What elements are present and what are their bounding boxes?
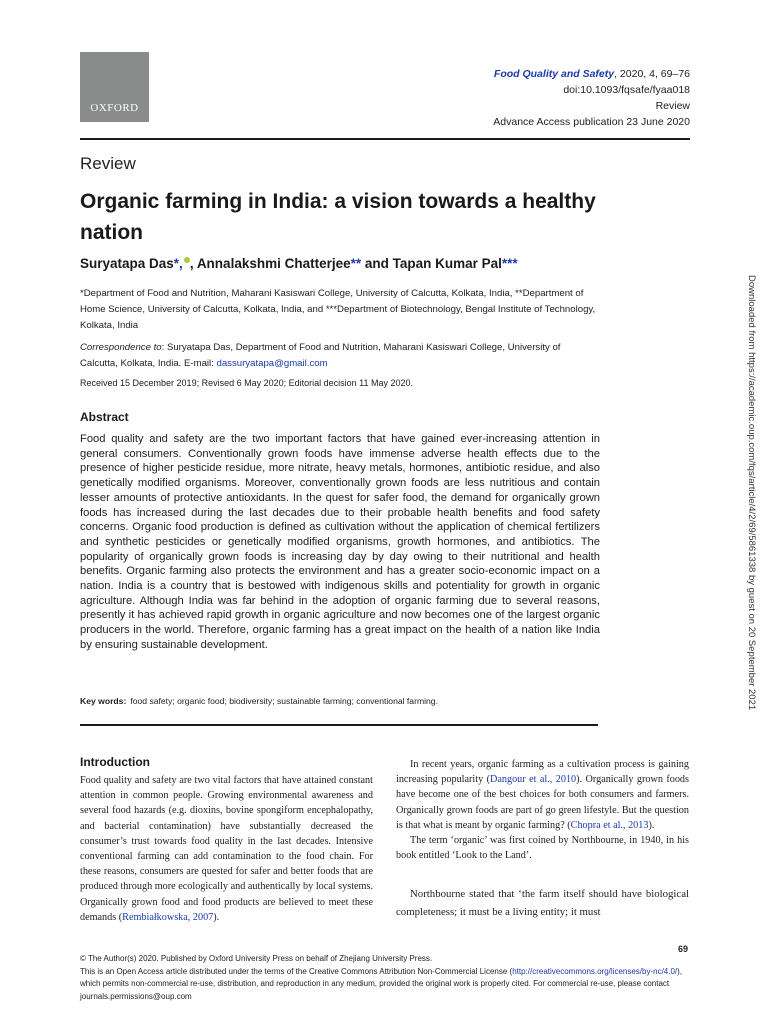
article-title: Organic farming in India: a vision towards a healthy nation: [80, 190, 596, 244]
doi: doi:10.1093/fqsafe/fyaa018: [563, 84, 690, 96]
page-number: 69: [677, 944, 688, 954]
citation-link[interactable]: Chopra et al., 2013: [570, 819, 649, 831]
author-name: and Tapan Kumar Pal: [361, 256, 502, 271]
paragraph: Northbourne stated that ‘the farm itself should have biological completeness; it must be a living entity; it must: [396, 888, 689, 919]
copyright-line: © The Author(s) 2020. Published by Oxford University Press on behalf of Zhejiang University Press.: [80, 954, 433, 963]
license-text: [80, 966, 692, 1004]
abstract-text: Food quality and safety are the two important factors that have gained ever-increasing attention in general consumers. Conventionally grown foods have immense adverse health effects due to the presence of higher pesticide residue, more nitrate, heavy metals, hormones, antibiotic residue, and also genetically modified organisms. Moreover, conventionally grown foods are less nutritious and contain lesser amounts of protective antioxidants. In the quest for safer food, the demand for organically grown foods has increased during the last decades due to their probable health benefits and food safety concerns. Organic food production is defined as cultivation without the application of chemical fertilizers and synthetic pesticides or genetically modified organisms, growth hormones, and antibiotics. The popularity of organically grown foods is increasing day by day owing to their nutritional and health benefits. Organic farming also protects the environment and has a greater socio-economic impact on a nation. India is a country that is bestowed with indigenous skills and potentiality for growth in organic agriculture. Although India was far behind in the adoption of organic farming due to several reasons, presently it has achieved rapid growth in organic agriculture and now becomes one of the largest organic producers in the world. Therefore, organic farming has a great impact on the health of a nation like India by ensuring sustainable development.: [80, 433, 600, 651]
introduction-heading: Introduction: [80, 755, 150, 769]
download-watermark: [745, 275, 759, 755]
abstract-heading: Abstract: [80, 410, 129, 424]
download-note[interactable]: Downloaded from https://academic.oup.com/fqs/article/4/2/69/5861338 by guest on 20 September 2021: [746, 275, 757, 711]
author-marker-link[interactable]: ***: [501, 256, 518, 271]
section-label: Review: [80, 154, 136, 173]
paragraph-text: ).: [648, 819, 655, 831]
paragraph: The term ‘organic’ was first coined by Northbourne, in 1940, in his book entitled ‘Look to the Land’.: [396, 835, 689, 862]
correspondence: [80, 340, 600, 372]
license-text-part: This is an Open Access article distributed under the terms of the Creative Commons Attribution Non-Commercial License (: [80, 966, 513, 976]
keywords-list: food safety; organic food; biodiversity; sustainable farming; conventional farming.: [130, 696, 438, 706]
author-name: , Annalakshmi Chatterjee: [189, 256, 351, 271]
paragraph: [396, 757, 689, 833]
keywords-label: Key words:: [80, 696, 127, 706]
license-link[interactable]: http://creativecommons.org/licenses/by-nc/4.0/: [512, 966, 678, 976]
header-divider: [80, 138, 690, 140]
author-list: [80, 256, 640, 271]
citation-link[interactable]: Rembiałkowska, 2007: [122, 911, 214, 923]
journal-name-link[interactable]: Food Quality and Safety: [493, 68, 615, 80]
intro-paragraph-end: ).: [213, 911, 220, 923]
paragraph-text: ). Organically grown foods have become one of the best choices for both consumers and farmers. Organically grown foods are part of go green lifestyle. But the question is that what is meant by organic farming? (: [396, 774, 689, 831]
journal-meta: [493, 66, 690, 130]
right-column: [396, 757, 689, 921]
author-name: Suryatapa Das: [80, 256, 174, 271]
correspondence-text: : Suryatapa Das, Department of Food and Nutrition, Maharani Kasiswari College, University of Calcutta, Kolkata, India. E-mail:: [80, 342, 561, 369]
license-footer: [80, 953, 692, 1003]
journal-citation: [493, 66, 690, 82]
logo-text: OXFORD: [90, 102, 139, 114]
paragraph-text: In recent years, organic farming as a cultivation process is gaining increasing popularity (: [396, 759, 689, 786]
affiliations: *Department of Food and Nutrition, Maharani Kasiswari College, University of Calcutta, Kolkata, India, **Department of Home Science, University of Calcutta, Kolkata, India, and ***Department of Biotechnology, Bengal Institute of Technology, Kolkata, India: [80, 288, 596, 331]
publication-note: Advance Access publication 23 June 2020: [493, 116, 690, 128]
license-text-part: ), which permits non-commercial re-use, distribution, and reproduction in any medium, provided the original work is properly cited. For commercial re-use, please contact journals.permissions@oup.com: [80, 966, 683, 1001]
correspondence-label: Correspondence to: [80, 342, 162, 353]
oxford-logo: [80, 52, 149, 122]
citation-link[interactable]: Dangour et al., 2010: [490, 774, 577, 786]
received-dates: Received 15 December 2019; Revised 6 May 2020; Editorial decision 11 May 2020.: [80, 378, 414, 388]
author-marker-link[interactable]: **: [350, 256, 362, 271]
abstract-divider: [80, 724, 598, 726]
article-type: Review: [655, 100, 690, 112]
journal-citation-details: , 2020, 4, 69–76: [614, 68, 690, 80]
intro-paragraph: Food quality and safety are two vital factors that have attained constant attention in common people. Growing environmental awareness and several food hazards (e.g. dioxins, bovine spongiform encephalopathy, and bacterial contamination) have substantially decreased the consumer’s trust towards food quality in the last decades. Intensive conventional farming can add contamination to the food chain. For these reasons, consumers are quested for safer and better foods that are produced through more ecologically and authentically by local systems. Organically grown food and food products are believed to meet these demands (: [80, 775, 373, 923]
email-link[interactable]: dassuryatapa@gmail.com: [216, 358, 328, 369]
author-marker-link[interactable]: *,: [173, 256, 183, 271]
keywords: [80, 696, 600, 706]
left-column: [80, 773, 373, 925]
